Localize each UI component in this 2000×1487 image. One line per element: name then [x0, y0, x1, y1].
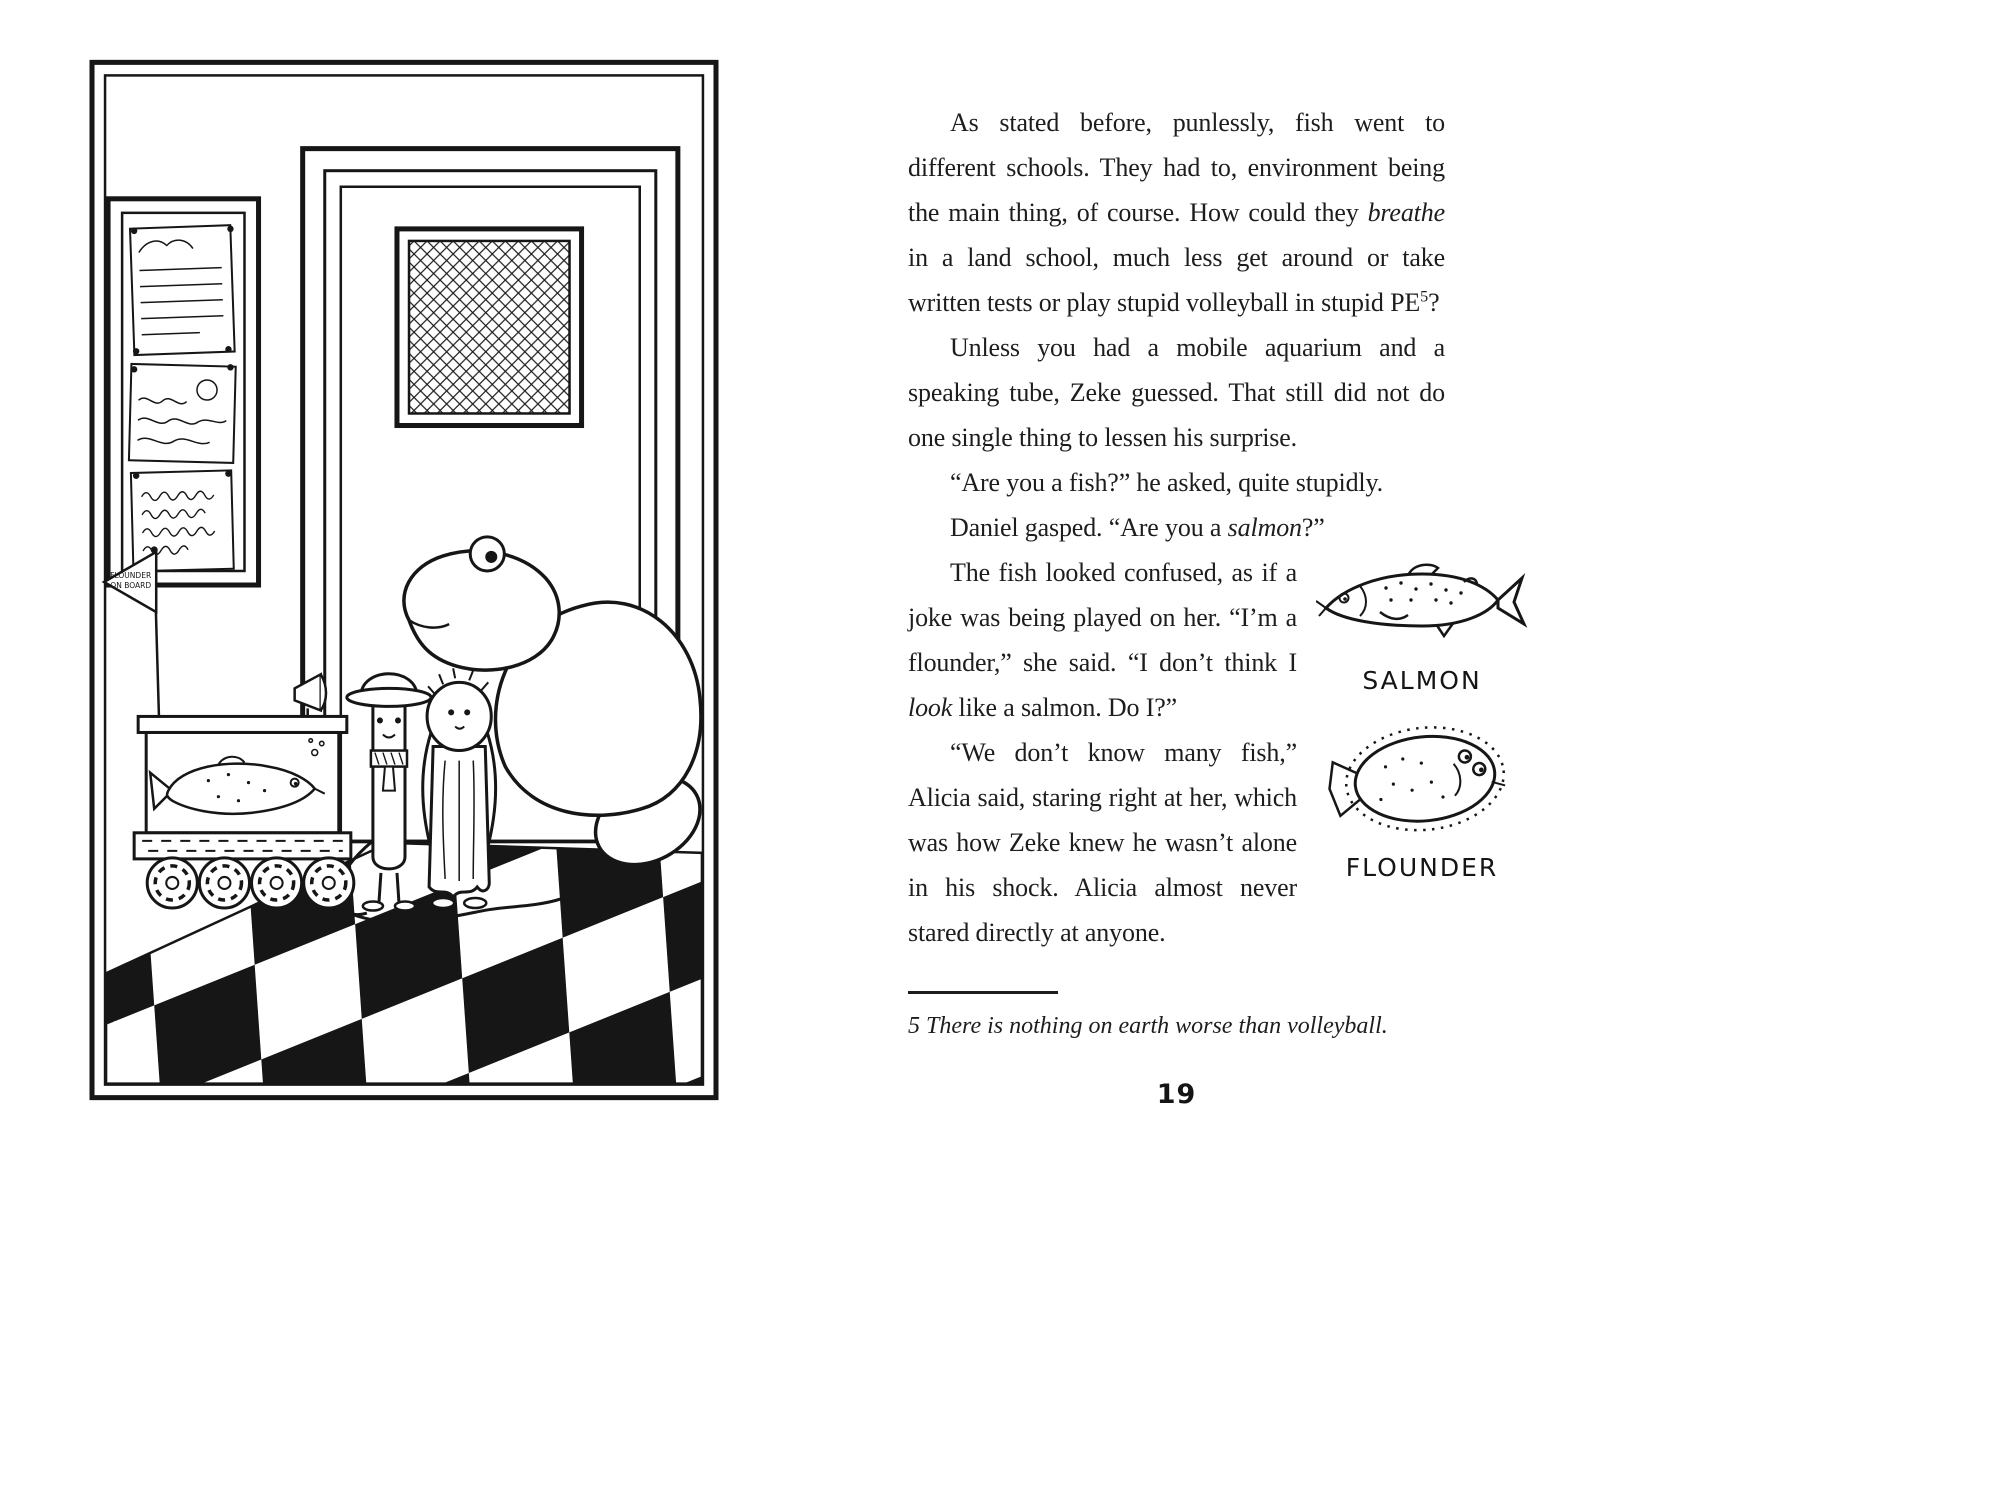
- salmon-figure: [1313, 558, 1531, 703]
- paragraph-2: Unless you had a mobile aquarium and a speaking tube, Zeke guessed. That still did not do one single thing to lessen his surprise.: [908, 333, 1445, 452]
- flounder-illustration: [1327, 719, 1517, 841]
- tank-lid: [138, 716, 347, 732]
- flounder-label: FLOUNDER: [1345, 853, 1499, 882]
- paragraph-1: As stated before, punlessly, fish went to different schools. They had to, environment being the main thing, of course. How could they breathe in a land school, much less get around or take written tests or play stupid volleyball in stupid $PE^5$?: [908, 108, 1445, 317]
- salmon-illustration: [1316, 558, 1528, 654]
- classroom-illustration: [88, 58, 720, 1102]
- cart-base: [134, 833, 351, 859]
- page-number: 19: [1156, 1079, 1197, 1110]
- salmon-label: SALMON: [1362, 666, 1482, 695]
- flounder-figure: [1313, 719, 1531, 890]
- cart-wheels: [147, 858, 354, 908]
- door-window: [397, 229, 582, 426]
- paragraph-5: The fish looked confused, as if a joke was being played on her. “I’m a flounder,” she said. “I don’t think I look like a salmon. Do I?”: [908, 558, 1297, 722]
- room-illustration-svg: [88, 58, 720, 1102]
- paragraph-4: Daniel gasped. “Are you a salmon?”: [950, 513, 1325, 542]
- flag-text-line2: ON BOARD: [110, 581, 152, 591]
- paragraph-6: “We don’t know many fish,” Alicia said, staring right at her, which was how Zeke knew he wasn’t alone in his shock. Alicia almost never stared directly at anyone.: [908, 738, 1297, 947]
- fish-figures: [1313, 558, 1531, 906]
- body-text-bottom: [908, 550, 1499, 955]
- shaggy-kid: [423, 668, 496, 908]
- flag-text-line1: FLOUNDER: [110, 570, 152, 580]
- paragraph-3: “Are you a fish?” he asked, quite stupidly.: [950, 468, 1384, 497]
- footnote-divider: [908, 991, 1058, 994]
- story-text-column: [908, 100, 1499, 1117]
- bulletin-board: [108, 199, 258, 585]
- body-text-top: [908, 100, 1445, 550]
- footnote: 5 There is nothing on earth worse than volleyball.: [908, 1013, 1388, 1039]
